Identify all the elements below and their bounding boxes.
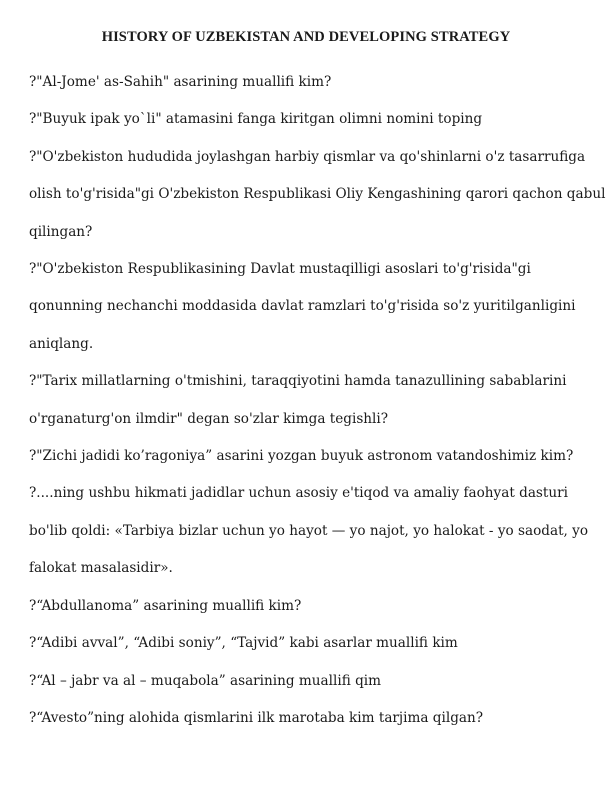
question-list [29,64,606,737]
question-line: ?....ning ushbu hikmati jadidlar uchun asosiy e'tiqod va amaliy faohyat dasturi [29,485,568,502]
question-line: ?"Zichi jadidi ko’ragoniya” asarini yozgan buyuk astronom vatandoshimiz kim? [29,448,574,465]
question-line: qilingan? [29,223,93,240]
question-line: o'rganaturg'on ilmdir" degan so'zlar kimga tegishli? [29,410,389,427]
question-line: aniqlang. [29,335,94,352]
question-line: bo'lib qoldi: «Tarbiya bizlar uchun yo hayot — yo najot, yo halokat - yo saodat, yo [29,522,589,539]
document-title: HISTORY OF UZBEKISTAN AND DEVELOPING STRATEGY [101,29,511,45]
question-line: olish to'g'risida"gi O'zbekiston Respublikasi Oliy Kengashining qarori qachon qabul [29,186,606,203]
question-line: ?"Al-Jome' as-Sahih" asarining muallifi kim? [29,74,332,90]
question-line: ?“Adibi avval”, “Adibi soniy”, “Tajvid” kabi asarlar muallifi kim [29,635,458,652]
question-line: falokat masalasidir». [29,560,173,577]
question-line: ?"Tarix millatlarning o'tmishini, taraqqiyotini hamda tanazullining sabablarini [29,373,567,390]
question-line: ?“Avesto”ning alohida qismlarini ilk marotaba kim tarjima qilgan? [29,709,484,726]
question-line: ?"O'zbekiston Respublikasining Davlat mustaqilligi asoslari to'g'risida"gi [29,261,531,278]
question-line: ?"O'zbekiston hududida joylashgan harbiy qismlar va qo'shinlarni o'z tasarrufiga [29,148,586,165]
question-line: ?"Buyuk ipak yo`li" atamasini fanga kiritgan olimni nomini toping [29,111,483,128]
question-line: ?“Abdullanoma” asarining muallifi kim? [29,597,302,614]
question-line: qonunning nechanchi moddasida davlat ramzlari to'g'risida so'z yuritilganligini [29,298,576,315]
question-line: ?“Al – jabr va al – muqabola” asarining muallifi qim [29,672,382,689]
